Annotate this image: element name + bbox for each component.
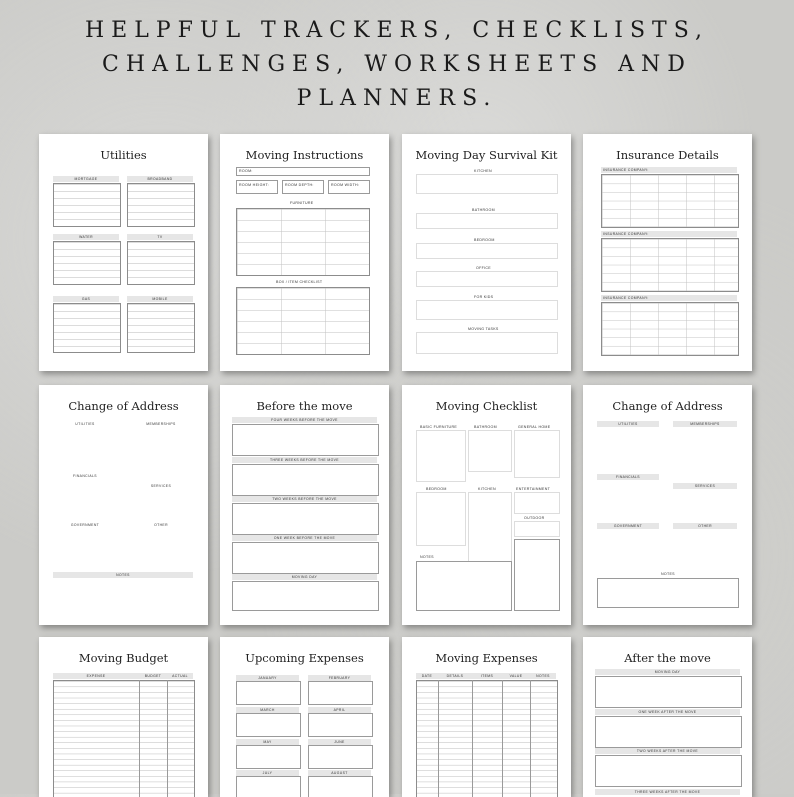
headline-line-3: PLANNERS. — [296, 86, 498, 111]
section-header: THREE WEEKS BEFORE THE MOVE — [232, 457, 377, 463]
column-divider — [472, 680, 473, 797]
utility-grid — [127, 303, 195, 353]
month-box — [308, 745, 373, 769]
utility-grid — [53, 183, 121, 227]
checklist-box — [514, 430, 560, 478]
month-header: APRIL — [308, 707, 371, 713]
section-header: FINANCIALS — [597, 474, 659, 480]
checklist-box — [416, 430, 466, 482]
utility-grid — [53, 241, 121, 285]
utility-grid — [53, 303, 121, 353]
month-header: JUNE — [308, 739, 371, 745]
room-width-label: ROOM WIDTH: — [331, 183, 360, 187]
column-divider — [167, 680, 168, 797]
checklist-box — [416, 492, 466, 546]
section-header: GAS — [53, 296, 119, 302]
section-header: SERVICES — [129, 483, 193, 489]
checklist-box — [514, 521, 560, 537]
sheet-insurance[interactable] — [583, 134, 752, 371]
section-header: GOVERNMENT — [53, 522, 117, 528]
column-header: DATE — [416, 673, 438, 679]
section-header: TWO WEEKS AFTER THE MOVE — [595, 748, 740, 754]
checklist-box — [468, 492, 512, 562]
kit-list — [416, 271, 558, 287]
section-header: THREE WEEKS AFTER THE MOVE — [595, 789, 740, 795]
furniture-label: FURNITURE — [290, 201, 314, 205]
column-header: ACTUAL — [167, 673, 193, 679]
section-label: BEDROOM — [474, 238, 495, 242]
column-divider — [139, 680, 140, 797]
section-header: MOVING DAY — [232, 574, 377, 580]
section-header: NOTES — [53, 572, 193, 578]
column-header: ITEMS — [472, 673, 502, 679]
insurance-table — [601, 238, 739, 292]
budget-table — [53, 680, 195, 797]
section-label: GENERAL HOME — [518, 425, 551, 429]
section-header: GOVERNMENT — [597, 523, 659, 529]
section-header: ONE WEEK AFTER THE MOVE — [595, 709, 740, 715]
section-header: MOBILE — [127, 296, 193, 302]
kit-list — [416, 213, 558, 229]
sheet-title: Before the move — [256, 399, 353, 413]
checklist-box — [468, 430, 512, 472]
month-header: MAY — [236, 739, 299, 745]
task-box — [232, 503, 379, 535]
section-header: FINANCIALS — [53, 473, 117, 479]
section-header: ONE WEEK BEFORE THE MOVE — [232, 535, 377, 541]
sheet-title: Moving Checklist — [435, 399, 538, 413]
month-box — [236, 745, 301, 769]
sheet-change-of-address-1[interactable] — [39, 385, 208, 625]
task-box — [595, 676, 742, 708]
sheet-title: Change of Address — [68, 399, 179, 413]
sheet-survival-kit[interactable] — [402, 134, 571, 371]
month-header: AUGUST — [308, 770, 371, 776]
section-header: UTILITIES — [53, 421, 117, 427]
section-header: MEMBERSHIPS — [673, 421, 737, 427]
section-header: MEMBERSHIPS — [129, 421, 193, 427]
sheet-title: Moving Expenses — [435, 651, 538, 665]
checklist-box — [514, 492, 560, 514]
section-header: INSURANCE COMPANY: — [601, 231, 737, 237]
headline-line-2: CHALLENGES, WORKSHEETS AND — [102, 52, 692, 77]
section-header: OTHER — [673, 523, 737, 529]
kit-list — [416, 332, 558, 354]
section-label: BATHROOM — [474, 425, 497, 429]
task-box — [595, 755, 742, 787]
utility-grid — [127, 241, 195, 285]
headline — [0, 14, 794, 116]
sheet-before-the-move[interactable] — [220, 385, 389, 625]
room-depth-label: ROOM DEPTH: — [285, 183, 314, 187]
column-header: DETAILS — [438, 673, 472, 679]
notes-label: NOTES — [661, 572, 675, 576]
section-label: MOVING TASKS — [468, 327, 499, 331]
section-label: FOR KIDS — [474, 295, 494, 299]
notes-box — [416, 561, 512, 611]
box-checklist-table — [236, 287, 370, 355]
column-divider — [530, 680, 531, 797]
section-label: BATHROOM — [472, 208, 495, 212]
kit-list — [416, 243, 558, 259]
section-header: FOUR WEEKS BEFORE THE MOVE — [232, 417, 377, 423]
column-header: NOTES — [530, 673, 556, 679]
month-box — [236, 713, 301, 737]
sheet-title: Upcoming Expenses — [245, 651, 364, 665]
section-label: BASIC FURNITURE — [420, 425, 458, 429]
sheet-title: Moving Budget — [78, 651, 169, 665]
room-height-label: ROOM HEIGHT: — [239, 183, 269, 187]
section-header: MORTGAGE — [53, 176, 119, 182]
section-label: ENTERTAINMENT — [516, 487, 551, 491]
section-label: OUTDOOR — [524, 516, 545, 520]
column-header: BUDGET — [139, 673, 167, 679]
headline-line-1: HELPFUL TRACKERS, CHECKLISTS, — [84, 18, 710, 43]
kit-list — [416, 174, 558, 194]
insurance-table — [601, 174, 739, 228]
sheet-after-the-move[interactable] — [583, 637, 752, 797]
section-label: KITCHEN — [478, 487, 496, 491]
section-label: OFFICE — [476, 266, 491, 270]
section-header: TV — [127, 234, 193, 240]
sheet-change-of-address-2[interactable] — [583, 385, 752, 625]
month-header: MARCH — [236, 707, 299, 713]
utility-grid — [127, 183, 195, 227]
task-box — [232, 464, 379, 496]
section-header: WATER — [53, 234, 119, 240]
notes-box — [514, 539, 560, 611]
section-header: OTHER — [129, 522, 193, 528]
sheet-utilities[interactable] — [39, 134, 208, 371]
room-field — [236, 167, 370, 176]
sheet-title: Moving Day Survival Kit — [415, 148, 558, 162]
month-box — [236, 681, 301, 705]
month-header: JANUARY — [236, 675, 299, 681]
box-checklist-label: BOX / ITEM CHECKLIST — [276, 280, 323, 284]
month-box — [308, 681, 373, 705]
section-header: INSURANCE COMPANY: — [601, 167, 737, 173]
section-header: TWO WEEKS BEFORE THE MOVE — [232, 496, 377, 502]
column-header: VALUE — [502, 673, 530, 679]
kit-list — [416, 300, 558, 320]
furniture-table — [236, 208, 370, 276]
insurance-table — [601, 302, 739, 356]
sheet-title: Insurance Details — [616, 148, 719, 162]
sheet-title: Utilities — [100, 148, 147, 162]
task-box — [232, 542, 379, 574]
column-divider — [438, 680, 439, 797]
month-box — [308, 713, 373, 737]
section-label: BEDROOM — [426, 487, 447, 491]
sheet-moving-instructions[interactable] — [220, 134, 389, 371]
month-header: FEBRUARY — [308, 675, 371, 681]
section-header: BROADBAND — [127, 176, 193, 182]
task-box — [595, 716, 742, 748]
section-header: UTILITIES — [597, 421, 659, 427]
month-header: JULY — [236, 770, 299, 776]
sheet-title: Moving Instructions — [245, 148, 364, 162]
notes-box — [597, 578, 739, 608]
column-divider — [502, 680, 503, 797]
sheet-moving-checklist[interactable] — [402, 385, 571, 625]
section-label: NOTES — [420, 555, 434, 559]
sheet-title: Change of Address — [612, 399, 723, 413]
sheet-moving-expenses[interactable] — [402, 637, 571, 797]
task-box — [232, 424, 379, 456]
section-header: MOVING DAY — [595, 669, 740, 675]
column-header: EXPENSE — [53, 673, 139, 679]
section-label: KITCHEN — [474, 169, 492, 173]
sheet-moving-budget[interactable] — [39, 637, 208, 797]
sheet-upcoming-expenses[interactable] — [220, 637, 389, 797]
task-box — [232, 581, 379, 611]
section-header: INSURANCE COMPANY: — [601, 295, 737, 301]
sheet-title: After the move — [624, 651, 711, 665]
room-label: ROOM: — [239, 169, 253, 173]
section-header: SERVICES — [673, 483, 737, 489]
